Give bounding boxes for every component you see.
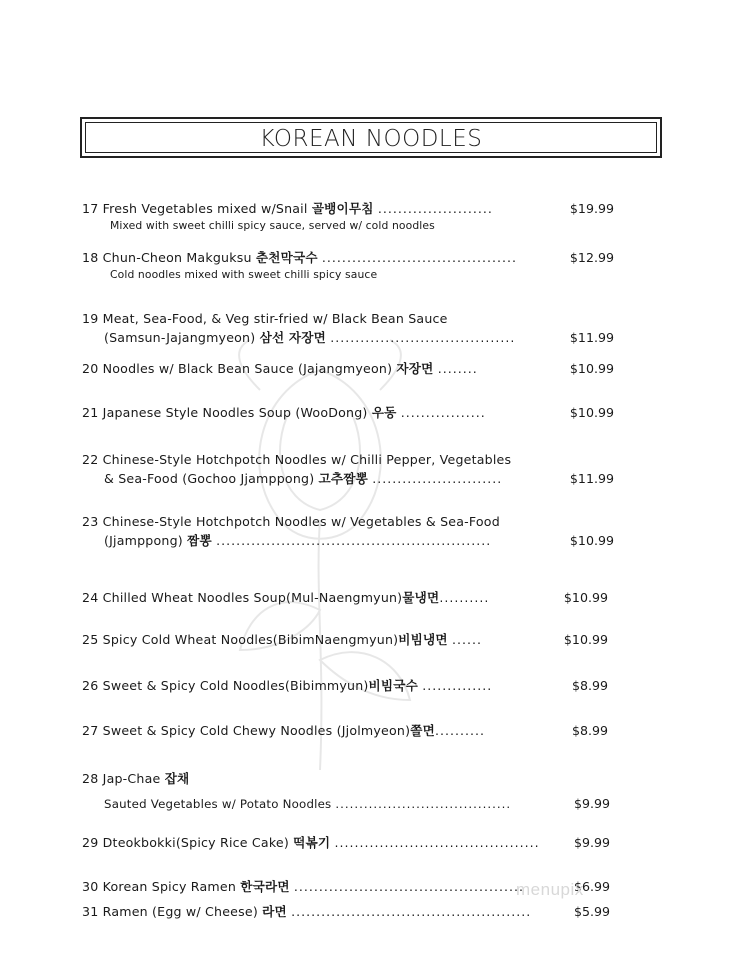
- leader-dots: ......: [451, 632, 482, 647]
- leader-dots: ..........: [434, 723, 485, 738]
- menu-item-28-line2: [104, 796, 511, 812]
- menu-item-23: [82, 514, 500, 530]
- leader-dots: .....................................: [330, 330, 516, 345]
- menu-item-22: [82, 452, 511, 468]
- item-number: 28: [82, 771, 99, 786]
- item-korean-name: 떡볶기: [293, 835, 331, 850]
- menu-item-19: [82, 311, 448, 327]
- item-korean-name: 물냉면: [402, 590, 440, 605]
- item-description: Cold noodles mixed with sweet chilli spicy sauce: [110, 268, 378, 281]
- flower-watermark-illustration: [200, 330, 440, 790]
- menu-item-20: [82, 361, 478, 377]
- item-name: Noodles w/ Black Bean Sauce (Jajangmyeon): [102, 361, 393, 376]
- item-price: $8.99: [571, 723, 608, 738]
- item-number: 25: [82, 632, 99, 647]
- item-name: Spicy Cold Wheat Noodles(BibimNaengmyun): [102, 632, 399, 647]
- item-price: $9.99: [573, 835, 610, 850]
- item-name: Dteokbokki(Spicy Rice Cake): [102, 835, 289, 850]
- menu-item-24: [82, 590, 489, 606]
- item-price: $9.99: [573, 796, 610, 811]
- leader-dots: ..............: [422, 678, 493, 693]
- item-name-cont: & Sea-Food (Gochoo Jjamppong): [104, 471, 315, 486]
- item-price: $11.99: [569, 471, 614, 486]
- item-number: 30: [82, 879, 99, 894]
- menupix-watermark: menupix: [516, 880, 584, 899]
- item-name: Sweet & Spicy Cold Chewy Noodles (Jjolmyeon): [102, 723, 411, 738]
- item-price: $10.99: [569, 405, 614, 420]
- item-description: Sauted Vegetables w/ Potato Noodles: [104, 797, 332, 811]
- item-name: Chinese-Style Hotchpotch Noodles w/ Vegetables & Sea-Food: [102, 514, 500, 529]
- menu-item-26: [82, 678, 492, 694]
- item-number: 19: [82, 311, 99, 326]
- item-number: 26: [82, 678, 99, 693]
- item-korean-name: 자장면: [396, 361, 434, 376]
- item-korean-name: 고추짬뽕: [318, 471, 368, 486]
- item-number: 29: [82, 835, 99, 850]
- menu-item-25: [82, 632, 482, 648]
- menu-item-31: [82, 904, 531, 920]
- item-korean-name: 비빔국수: [368, 678, 418, 693]
- item-price: $10.99: [569, 533, 614, 548]
- item-name: Chun-Cheon Makguksu: [102, 250, 252, 265]
- leader-dots: .........................................: [334, 835, 540, 850]
- leader-dots: .......................................................: [216, 533, 492, 548]
- item-price: $8.99: [571, 678, 608, 693]
- menu-item-23-line2: [104, 533, 491, 549]
- item-price: $19.99: [569, 201, 614, 216]
- title-frame: [80, 117, 662, 158]
- leader-dots: ..........................: [372, 471, 503, 486]
- item-name: Chilled Wheat Noodles Soup(Mul-Naengmyun): [102, 590, 403, 605]
- item-name-cont: (Samsun-Jajangmyeon): [104, 330, 256, 345]
- menu-item-19-line2: [104, 330, 515, 346]
- item-description: Mixed with sweet chilli spicy sauce, served w/ cold noodles: [110, 219, 435, 232]
- item-number: 31: [82, 904, 99, 919]
- item-name: Ramen (Egg w/ Cheese): [102, 904, 258, 919]
- menu-item-22-line2: [104, 471, 502, 487]
- menu-item-29: [82, 835, 540, 851]
- leader-dots: ..........: [439, 590, 490, 605]
- menu-item-18: [82, 250, 517, 266]
- item-korean-name: 한국라면: [240, 879, 290, 894]
- leader-dots: ................................................: [291, 904, 532, 919]
- item-price: $10.99: [569, 361, 614, 376]
- item-number: 23: [82, 514, 99, 529]
- item-korean-name: 삼선 자장면: [259, 330, 326, 345]
- item-price: $6.99: [573, 879, 610, 894]
- menu-item-21: [82, 405, 486, 421]
- leader-dots: .......................: [377, 201, 493, 216]
- item-korean-name: 우동: [371, 405, 397, 420]
- item-korean-name: 잡채: [164, 771, 190, 786]
- item-korean-name: 춘천막국수: [255, 250, 318, 265]
- item-name: Japanese Style Noodles Soup (WooDong): [102, 405, 368, 420]
- item-price: $10.99: [563, 590, 608, 605]
- item-number: 27: [82, 723, 99, 738]
- item-number: 24: [82, 590, 99, 605]
- item-number: 17: [82, 201, 99, 216]
- item-name: Chinese-Style Hotchpotch Noodles w/ Chilli Pepper, Vegetables: [102, 452, 512, 467]
- item-name-cont: (Jjamppong): [104, 533, 183, 548]
- item-number: 18: [82, 250, 99, 265]
- item-number: 20: [82, 361, 99, 376]
- leader-dots: ........: [437, 361, 478, 376]
- menu-item-28: [82, 771, 189, 787]
- item-price: $10.99: [563, 632, 608, 647]
- item-name: Fresh Vegetables mixed w/Snail: [102, 201, 308, 216]
- menu-item-17: [82, 201, 493, 217]
- item-name: Jap-Chae: [102, 771, 161, 786]
- menu-item-27: [82, 723, 485, 739]
- item-korean-name: 짬뽕: [187, 533, 212, 548]
- item-korean-name: 쫄면: [410, 723, 435, 738]
- item-price: $11.99: [569, 330, 614, 345]
- item-price: $5.99: [573, 904, 610, 919]
- item-price: $12.99: [569, 250, 614, 265]
- leader-dots: ..............................................: [293, 879, 525, 894]
- item-number: 22: [82, 452, 99, 467]
- menu-item-30: [82, 879, 524, 895]
- leader-dots: .......................................: [321, 250, 518, 265]
- leader-dots: .....................................: [335, 797, 512, 811]
- item-number: 21: [82, 405, 99, 420]
- item-korean-name: 라면: [262, 904, 287, 919]
- leader-dots: .................: [400, 405, 486, 420]
- item-korean-name: 비빔냉면: [398, 632, 448, 647]
- item-name: Meat, Sea-Food, & Veg stir-fried w/ Black Bean Sauce: [102, 311, 448, 326]
- item-name: Sweet & Spicy Cold Noodles(Bibimmyun): [102, 678, 369, 693]
- item-korean-name: 골뱅이무침: [311, 201, 374, 216]
- page-title: KOREAN NOODLES: [259, 126, 483, 152]
- item-name: Korean Spicy Ramen: [102, 879, 236, 894]
